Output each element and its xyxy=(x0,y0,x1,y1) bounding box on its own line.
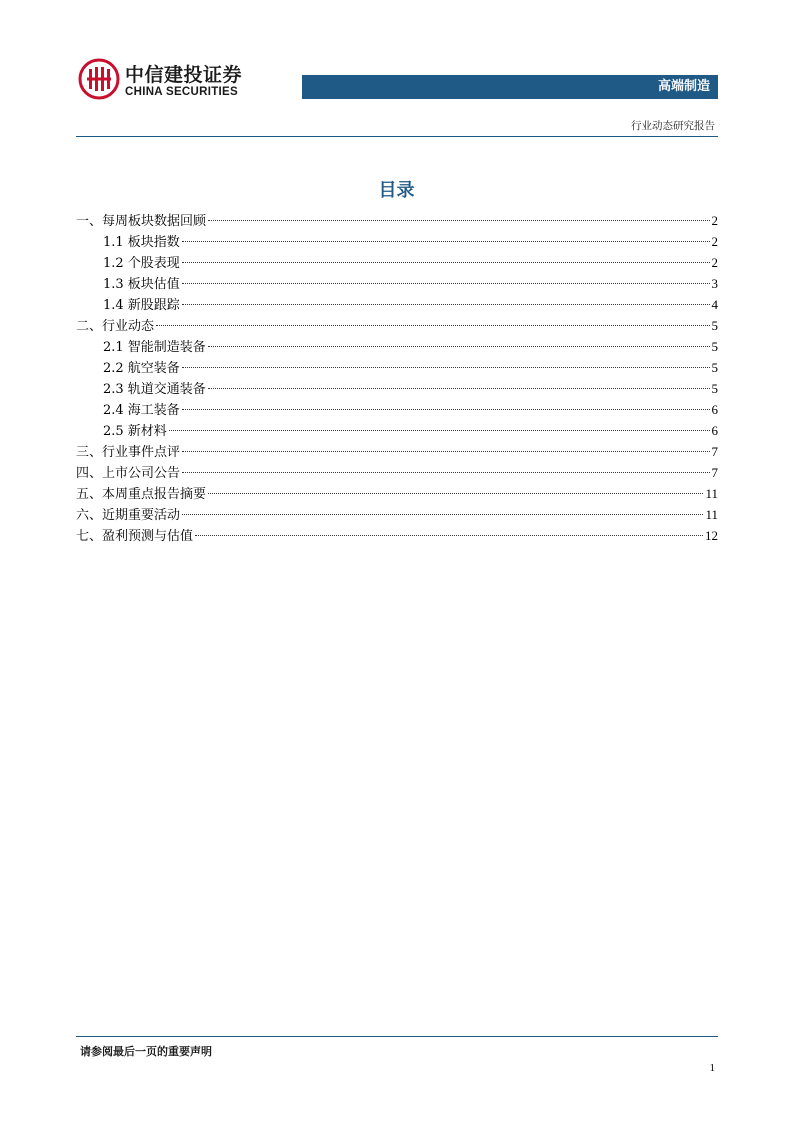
toc-dot-leader xyxy=(208,346,710,347)
toc-entry-page: 5 xyxy=(711,339,718,354)
toc-entry-label: 1.1 板块指数 xyxy=(103,235,180,250)
toc-entry-page: 12 xyxy=(705,528,718,543)
toc-entry[interactable] xyxy=(76,525,718,546)
toc-entry-label: 三、行业事件点评 xyxy=(76,445,181,460)
toc-entry-label: 2.3 轨道交通装备 xyxy=(103,382,206,397)
toc-dot-leader xyxy=(182,304,710,305)
toc-entry-page: 3 xyxy=(711,276,718,291)
toc-entry-page: 6 xyxy=(711,423,718,438)
toc-entry-label: 2.4 海工装备 xyxy=(103,403,180,418)
footer-divider xyxy=(76,1036,718,1037)
toc-entry-page: 5 xyxy=(711,381,718,396)
toc-entry-page: 11 xyxy=(705,507,718,522)
toc-entry-label: 五、本周重点报告摘要 xyxy=(76,487,207,502)
logo-english-name: CHINA SECURITIES xyxy=(125,86,238,98)
page-number: 1 xyxy=(709,1062,715,1074)
toc-entry[interactable] xyxy=(76,315,718,336)
china-securities-logo-icon xyxy=(78,58,120,100)
toc-entry[interactable] xyxy=(76,504,718,525)
sector-banner: 高端制造 xyxy=(302,75,718,99)
company-logo xyxy=(78,58,258,102)
toc-entry[interactable] xyxy=(76,399,718,420)
table-of-contents xyxy=(76,210,718,546)
toc-entry[interactable] xyxy=(76,420,718,441)
disclaimer-note: 请参阅最后一页的重要声明 xyxy=(80,1045,212,1058)
page-header xyxy=(0,0,793,140)
toc-dot-leader xyxy=(182,514,703,515)
toc-entry[interactable] xyxy=(76,378,718,399)
toc-dot-leader xyxy=(208,493,703,494)
header-divider xyxy=(76,136,718,137)
toc-entry-page: 2 xyxy=(711,234,718,249)
toc-entry-label: 四、上市公司公告 xyxy=(76,466,181,481)
toc-dot-leader xyxy=(208,220,709,221)
toc-entry[interactable] xyxy=(76,483,718,504)
toc-dot-leader xyxy=(195,535,703,536)
toc-entry-page: 7 xyxy=(711,444,718,459)
toc-entry-page: 4 xyxy=(711,297,718,312)
toc-entry-page: 2 xyxy=(711,213,718,228)
toc-dot-leader xyxy=(182,241,710,242)
toc-entry-label: 1.4 新股跟踪 xyxy=(103,298,180,313)
toc-entry-label: 2.1 智能制造装备 xyxy=(103,340,206,355)
toc-dot-leader xyxy=(182,262,710,263)
toc-entry[interactable] xyxy=(76,210,718,231)
toc-entry-label: 七、盈利预测与估值 xyxy=(76,529,194,544)
toc-entry-page: 5 xyxy=(711,360,718,375)
toc-entry-page: 2 xyxy=(711,255,718,270)
toc-dot-leader xyxy=(182,283,710,284)
toc-dot-leader xyxy=(156,325,709,326)
toc-entry[interactable] xyxy=(76,441,718,462)
toc-entry[interactable] xyxy=(76,462,718,483)
toc-dot-leader xyxy=(169,430,710,431)
toc-entry-page: 11 xyxy=(705,486,718,501)
toc-dot-leader xyxy=(182,472,709,473)
toc-dot-leader xyxy=(182,409,710,410)
toc-entry-page: 6 xyxy=(711,402,718,417)
toc-entry-label: 二、行业动态 xyxy=(76,319,155,334)
toc-entry-page: 7 xyxy=(711,465,718,480)
toc-entry-label: 1.3 板块估值 xyxy=(103,277,180,292)
toc-entry[interactable] xyxy=(76,336,718,357)
toc-entry[interactable] xyxy=(76,294,718,315)
toc-entry-label: 2.2 航空装备 xyxy=(103,361,180,376)
toc-dot-leader xyxy=(208,388,710,389)
toc-title: 目录 xyxy=(378,180,415,201)
toc-entry-label: 2.5 新材料 xyxy=(103,424,167,439)
toc-entry[interactable] xyxy=(76,357,718,378)
toc-entry[interactable] xyxy=(76,231,718,252)
toc-entry-label: 1.2 个股表现 xyxy=(103,256,180,271)
toc-dot-leader xyxy=(182,367,710,368)
toc-entry[interactable] xyxy=(76,252,718,273)
toc-entry-label: 六、近期重要活动 xyxy=(76,508,181,523)
toc-dot-leader xyxy=(182,451,709,452)
report-type: 行业动态研究报告 xyxy=(631,120,715,132)
toc-entry-page: 5 xyxy=(711,318,718,333)
toc-entry-label: 一、每周板块数据回顾 xyxy=(76,214,207,229)
logo-chinese-name: 中信建投证券 xyxy=(125,64,243,86)
toc-entry[interactable] xyxy=(76,273,718,294)
